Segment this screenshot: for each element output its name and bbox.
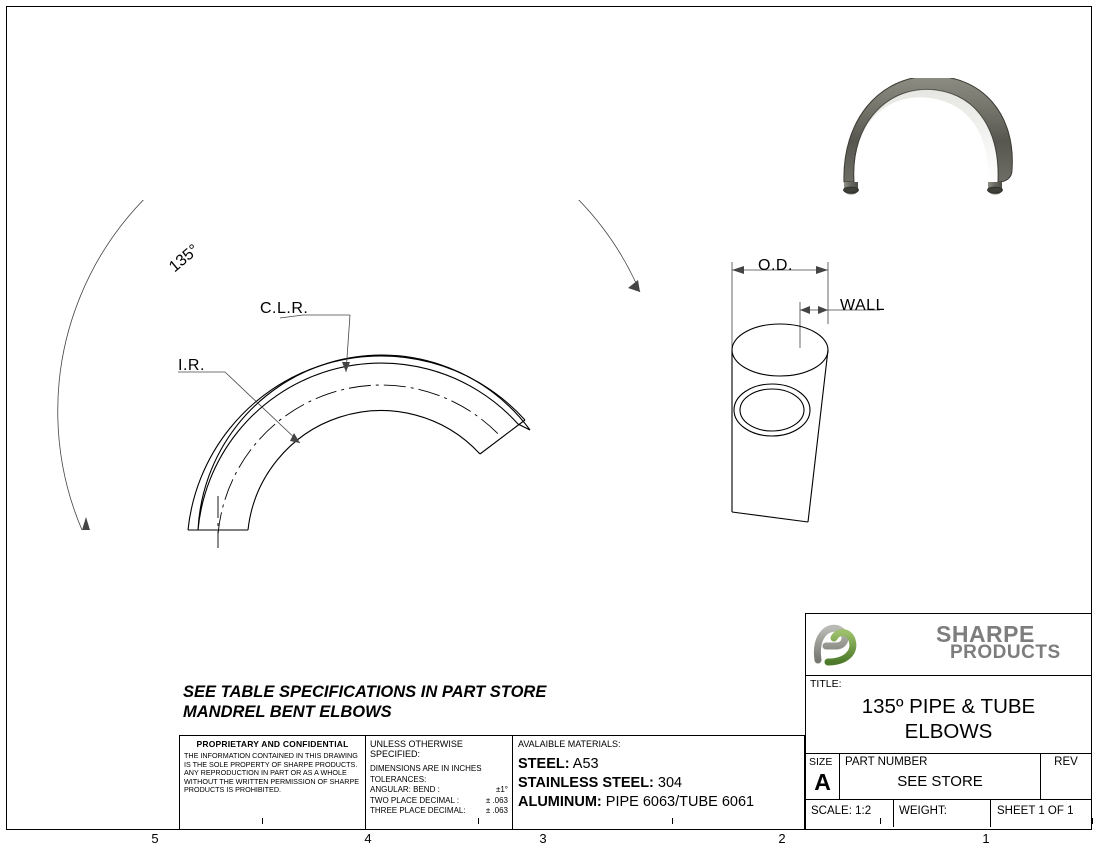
tolerance-row (370, 796, 508, 807)
dimensions-units: DIMENSIONS ARE IN INCHES (370, 764, 482, 773)
part-number-value: SEE STORE (897, 773, 983, 790)
proprietary-heading: PROPRIETARY AND CONFIDENTIAL (196, 739, 349, 749)
tolerance-name: ANGULAR: BEND : (370, 785, 440, 794)
logo-line2: PRODUCTS (950, 642, 1061, 663)
drawing-title-line2: ELBOWS (904, 720, 993, 743)
section-view (700, 250, 960, 550)
size-cell (806, 754, 840, 799)
materials-heading: AVALAIBLE MATERIALS: (518, 739, 621, 749)
sheet-value: SHEET 1 OF 1 (997, 805, 1074, 817)
tolerance-value: ± .063 (485, 795, 508, 805)
sharpe-logo-icon (812, 622, 860, 666)
size-value: A (814, 769, 831, 795)
materials-note (513, 736, 804, 829)
od-label: O.D. (758, 257, 793, 274)
size-label: SIZE (809, 756, 833, 768)
size-part-rev-row (806, 754, 1091, 800)
clr-label: C.L.R. (260, 300, 309, 317)
frame-column-number: 4 (364, 831, 372, 846)
title-row (806, 676, 1091, 754)
material-row (518, 793, 799, 812)
unless-heading: UNLESS OTHERWISE SPECIFIED: (370, 739, 463, 759)
tolerance-value: ± .063 (485, 806, 508, 815)
frame-tick (262, 818, 263, 824)
rev-label: REV (1054, 756, 1078, 768)
tolerance-row (370, 785, 508, 796)
scale-weight-sheet-row (806, 800, 1091, 827)
weight-value: WEIGHT: (894, 800, 991, 827)
isometric-elbow-render (840, 78, 1070, 218)
part-number-cell (840, 754, 1041, 799)
material-value: 304 (657, 775, 683, 791)
frame-tick (6, 818, 7, 824)
material-row (518, 755, 799, 774)
store-note (183, 682, 546, 722)
proprietary-body: THE INFORMATION CONTAINED IN THIS DRAWING IS THE SOLE PROPERTY OF SHARPE PRODUCTS. ANY REPRODUCTION IN PART OR AS A WHOLE WITHOUT THE WRITTEN PERMISSION OF SHARPE PRODUCTS IS PROHIBITED. (184, 751, 360, 795)
tolerances-label: TOLERANCES: (370, 774, 427, 784)
part-number-label: PART NUMBER (845, 756, 928, 768)
bend-orthographic-view (50, 200, 690, 600)
material-label: ALUMINUM: (518, 794, 602, 810)
material-label: STAINLESS STEEL: (518, 775, 654, 791)
frame-column-number: 3 (539, 831, 547, 846)
material-value: A53 (572, 756, 599, 772)
drawing-title-line1: 135º PIPE & TUBE (861, 695, 1036, 718)
proprietary-note (180, 736, 366, 829)
ir-label: I.R. (178, 357, 205, 374)
tolerance-note (366, 736, 513, 829)
scale-value: SCALE: 1:2 (806, 800, 894, 827)
tolerance-value: ±1° (495, 785, 508, 794)
frame-column-number: 2 (778, 831, 786, 846)
frame-tick (672, 818, 673, 824)
tolerance-row (370, 806, 508, 817)
tolerance-name: TWO PLACE DECIMAL : (370, 795, 460, 805)
frame-column-number: 5 (151, 831, 159, 846)
store-note-line2: MANDREL BENT ELBOWS (183, 703, 392, 721)
angle-label: 135° (166, 241, 203, 276)
store-note-line1: SEE TABLE SPECIFICATIONS IN PART STORE (183, 683, 547, 701)
frame-tick (880, 818, 881, 824)
tolerance-name: THREE PLACE DECIMAL: (370, 806, 466, 815)
title-block-logo-row (806, 614, 1091, 676)
logo-line1: SHARPE (936, 621, 1035, 647)
title-label: TITLE: (810, 678, 842, 690)
material-value: PIPE 6063/TUBE 6061 (605, 794, 755, 810)
frame-column-number: 1 (982, 831, 990, 846)
drawing-title (806, 694, 1091, 744)
frame-tick (478, 818, 479, 824)
frame-tick (1092, 818, 1093, 824)
notes-block (179, 735, 805, 830)
sharpe-logo-text (858, 620, 1088, 670)
wall-label: WALL (840, 297, 885, 314)
material-label: STEEL: (518, 756, 570, 772)
material-row (518, 774, 799, 793)
rev-cell (1041, 754, 1091, 799)
title-block (805, 613, 1092, 830)
